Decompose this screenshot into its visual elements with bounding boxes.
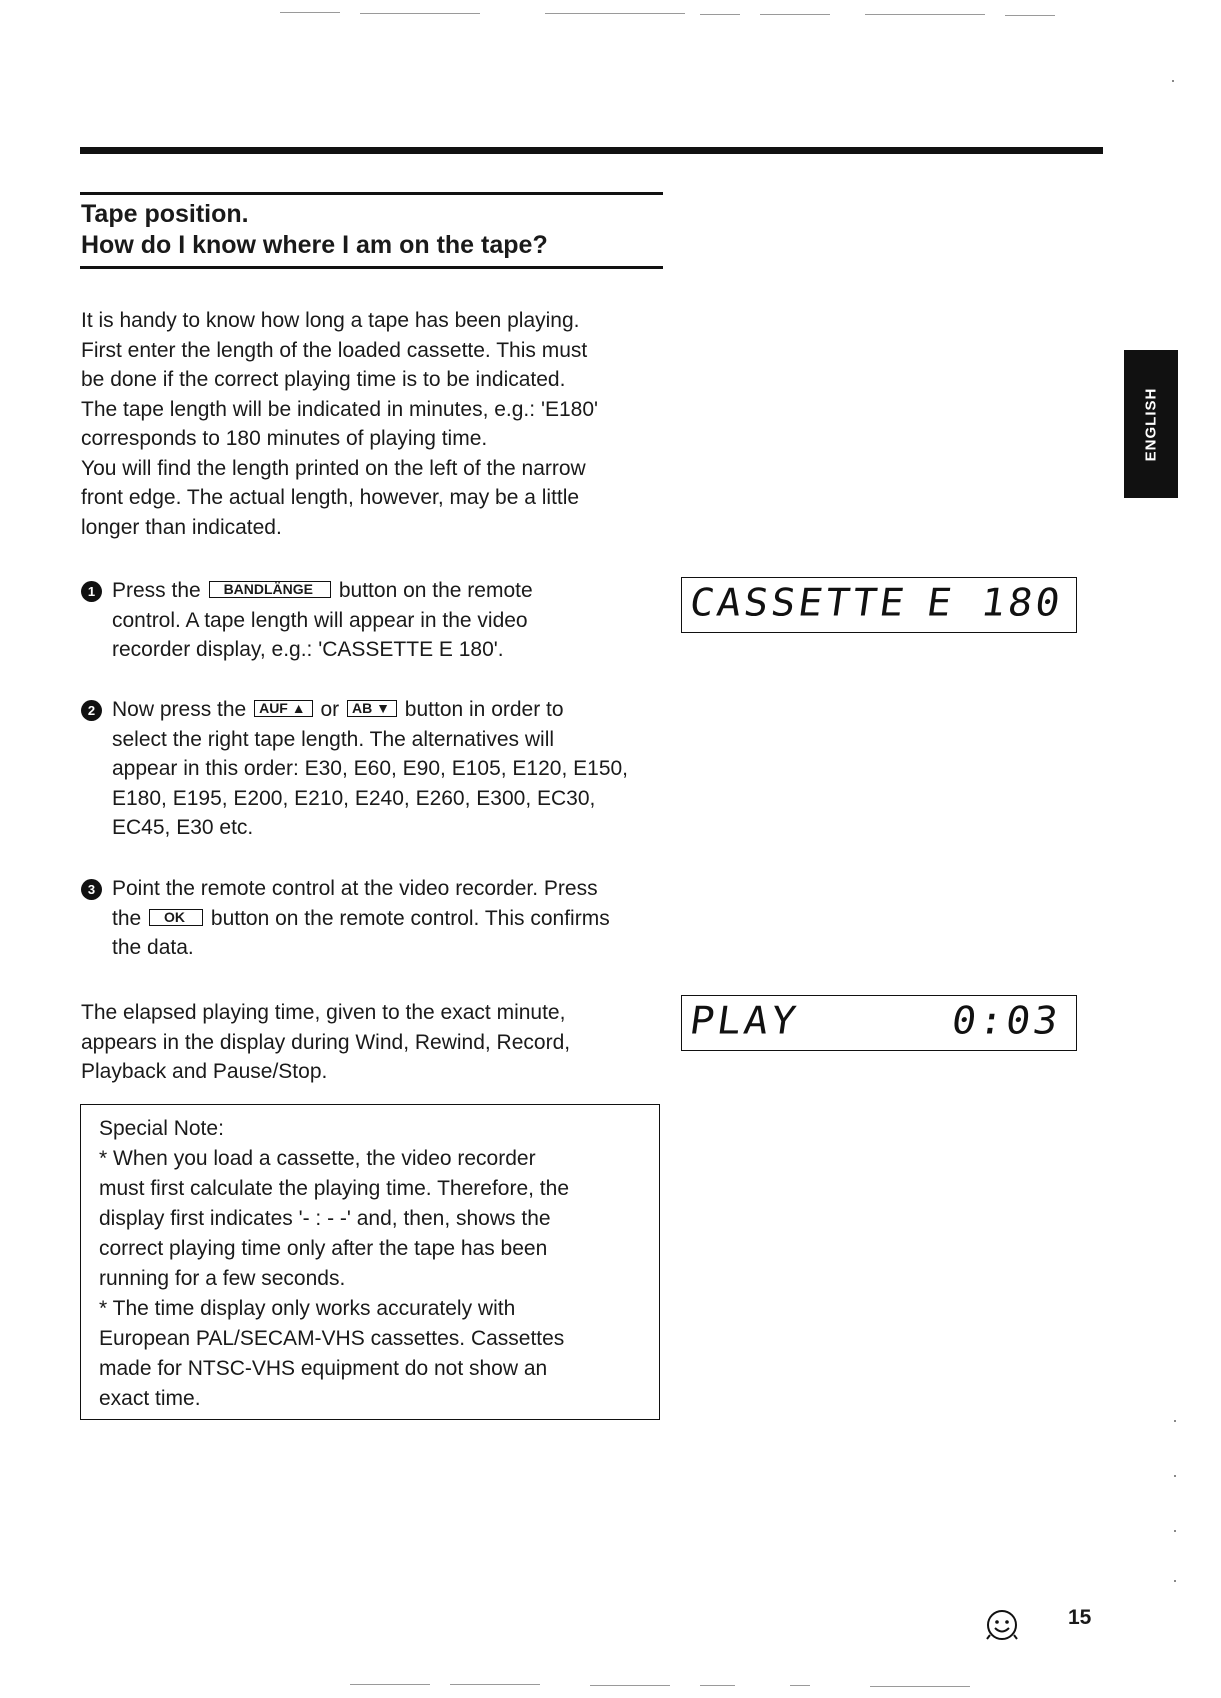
auf-up-key: AUF ▲: [254, 700, 313, 717]
note-line: * The time display only works accurately with: [99, 1297, 516, 1320]
scan-dot: [1172, 80, 1174, 82]
scan-mark: [870, 1686, 970, 1687]
elapsed-line: appears in the display during Wind, Rewind, Record,: [81, 1030, 571, 1054]
smiley-icon: [985, 1608, 1019, 1642]
elapsed-paragraph: [81, 998, 570, 1087]
step-1-line-1: [112, 576, 533, 606]
step-2-line-1: [112, 695, 628, 725]
page-number: 15: [1068, 1606, 1092, 1629]
scan-dot: [1174, 1420, 1176, 1422]
step-line: recorder display, e.g.: 'CASSETTE E 180'.: [112, 638, 504, 661]
intro-paragraph: [81, 306, 598, 542]
intro-line: The tape length will be indicated in minutes, e.g.: 'E180': [81, 397, 599, 421]
scan-mark: [545, 13, 685, 14]
title-rule-top: [80, 192, 663, 195]
title-rule-bottom: [80, 266, 663, 269]
step-text: button in order to: [404, 698, 564, 721]
step-line: control. A tape length will appear in the video: [112, 608, 528, 632]
intro-line: be done if the correct playing time is to be indicated.: [81, 368, 566, 391]
display-play-time: [681, 995, 1077, 1051]
step-line: EC45, E30 etc.: [112, 816, 254, 839]
scan-dot: [1174, 1580, 1176, 1582]
step-number-badge: 1: [81, 581, 102, 602]
note-line: European PAL/SECAM-VHS cassettes. Cassettes: [99, 1327, 565, 1350]
page-title: [81, 199, 671, 261]
language-tab: [1124, 350, 1178, 498]
scan-mark: [700, 1685, 735, 1686]
display-mode-text: PLAY: [686, 999, 802, 1043]
intro-line: longer than indicated.: [81, 515, 282, 539]
step-line: select the right tape length. The alternatives will: [112, 727, 555, 751]
display-mode-text: CASSETTE: [686, 581, 910, 625]
scan-mark: [360, 13, 480, 14]
intro-line: First enter the length of the loaded cassette. This must: [81, 338, 588, 362]
intro-line: corresponds to 180 minutes of playing time.: [81, 427, 488, 450]
scan-mark: [760, 14, 830, 15]
scan-mark: [700, 14, 740, 15]
scan-mark: [280, 12, 340, 13]
note-line: correct playing time only after the tape has been: [99, 1237, 548, 1260]
step-number-badge: 2: [81, 700, 102, 721]
scan-mark: [450, 1684, 540, 1685]
top-rule: [80, 147, 1103, 154]
scan-mark: [350, 1684, 430, 1685]
intro-line: It is handy to know how long a tape has been playing.: [81, 309, 580, 332]
note-line: running for a few seconds.: [99, 1267, 346, 1290]
step-text: Now press the: [112, 698, 247, 721]
step-3-line-2: [112, 904, 610, 934]
step-text: button on the remote control. This confirms: [210, 906, 610, 930]
note-line: Special Note:: [99, 1117, 224, 1140]
step-line: Point the remote control at the video recorder. Press: [112, 877, 598, 900]
step-text: or: [320, 698, 340, 721]
scan-mark: [790, 1685, 810, 1686]
intro-line: front edge. The actual length, however, may be a little: [81, 486, 580, 509]
bandlaenge-key: BANDLÄNGE: [209, 581, 331, 598]
ok-key: OK: [149, 909, 203, 926]
title-line-1: Tape position.: [81, 200, 249, 228]
scan-mark: [1005, 15, 1055, 16]
display-cassette-length: [681, 577, 1077, 633]
title-line-2: How do I know where I am on the tape?: [81, 231, 548, 259]
step-text: button on the remote: [338, 579, 533, 602]
step-text: Press the: [112, 579, 201, 602]
step-line: E180, E195, E200, E210, E240, E260, E300, EC30,: [112, 786, 596, 810]
intro-line: You will find the length printed on the left of the narrow: [81, 456, 586, 480]
display-value-text: E 180: [923, 581, 1066, 625]
note-line: must first calculate the playing time. Therefore, the: [99, 1177, 569, 1200]
step-text: the: [112, 906, 142, 930]
ab-down-key: AB ▼: [347, 700, 397, 717]
note-line: display first indicates '- : - -' and, then, shows the: [99, 1207, 551, 1230]
special-note-text: [99, 1114, 569, 1414]
scan-mark: [590, 1685, 670, 1686]
step-number-badge: 3: [81, 879, 102, 900]
elapsed-line: Playback and Pause/Stop.: [81, 1060, 328, 1083]
language-tab-label: ENGLISH: [1142, 387, 1160, 461]
scan-mark: [865, 14, 985, 15]
scan-dot: [1174, 1475, 1176, 1477]
elapsed-line: The elapsed playing time, given to the exact minute,: [81, 1001, 566, 1024]
note-line: * When you load a cassette, the video recorder: [99, 1147, 536, 1170]
step-line: appear in this order: E30, E60, E90, E105, E120, E150,: [112, 757, 629, 780]
note-line: exact time.: [99, 1387, 201, 1410]
note-line: made for NTSC-VHS equipment do not show an: [99, 1357, 548, 1380]
step-line: the data.: [112, 936, 194, 959]
display-value-text: 0:03: [948, 999, 1064, 1043]
scan-dot: [1174, 1530, 1176, 1532]
